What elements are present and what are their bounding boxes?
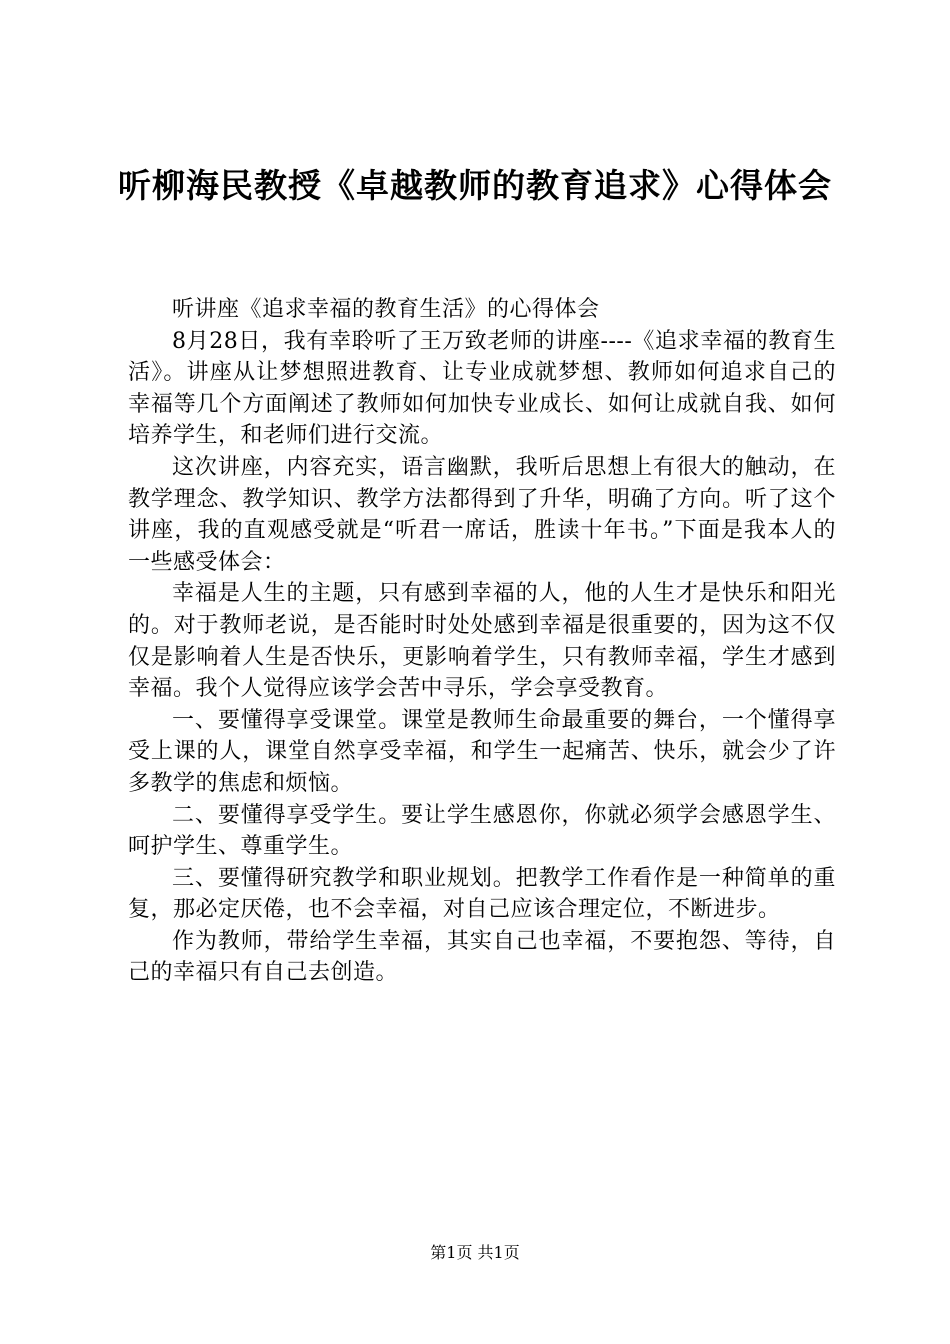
paragraph: 三、要懂得研究教学和职业规划。把教学工作看作是一种简单的重复，那必定厌倦，也不会幸福，对自己应该合理定位，不断进步。	[128, 865, 836, 923]
paragraph: 这次讲座，内容充实，语言幽默，我听后思想上有很大的触动，在教学理念、教学知识、教学方法都得到了升华，明确了方向。听了这个讲座，我的直观感受就是“听君一席话，胜读十年书。”下面是我本人的一些感受体会：	[128, 454, 836, 575]
document-body	[128, 294, 836, 989]
paragraph: 二、要懂得享受学生。要让学生感恩你，你就必须学会感恩学生、呵护学生、尊重学生。	[128, 802, 836, 860]
document-title: 听柳海民教授《卓越教师的教育追求》心得体会	[118, 166, 832, 205]
paragraph: 一、要懂得享受课堂。课堂是教师生命最重要的舞台，一个懂得享受上课的人，课堂自然享受幸福，和学生一起痛苦、快乐，就会少了许多教学的焦虑和烦恼。	[128, 707, 836, 796]
paragraph-subtitle: 听讲座《追求幸福的教育生活》的心得体会	[172, 297, 600, 322]
paragraph: 8月28日，我有幸聆听了王万致老师的讲座----《追求幸福的教育生活》。讲座从让梦想照进教育、让专业成就梦想、教师如何追求自己的幸福等几个方面阐述了教师如何加快专业成长、如何让成就自我、如何培养学生，和老师们进行交流。	[128, 328, 836, 449]
paragraph: 作为教师，带给学生幸福，其实自己也幸福，不要抱怨、等待，自己的幸福只有自己去创造。	[128, 928, 836, 986]
page-number-footer: 第1页 共1页	[430, 1243, 520, 1262]
paragraph: 幸福是人生的主题，只有感到幸福的人，他的人生才是快乐和阳光的。对于教师老说，是否能时时处处感到幸福是很重要的，因为这不仅仅是影响着人生是否快乐，更影响着学生，只有教师幸福，学生才感到幸福。我个人觉得应该学会苦中寻乐，学会享受教育。	[128, 581, 836, 702]
